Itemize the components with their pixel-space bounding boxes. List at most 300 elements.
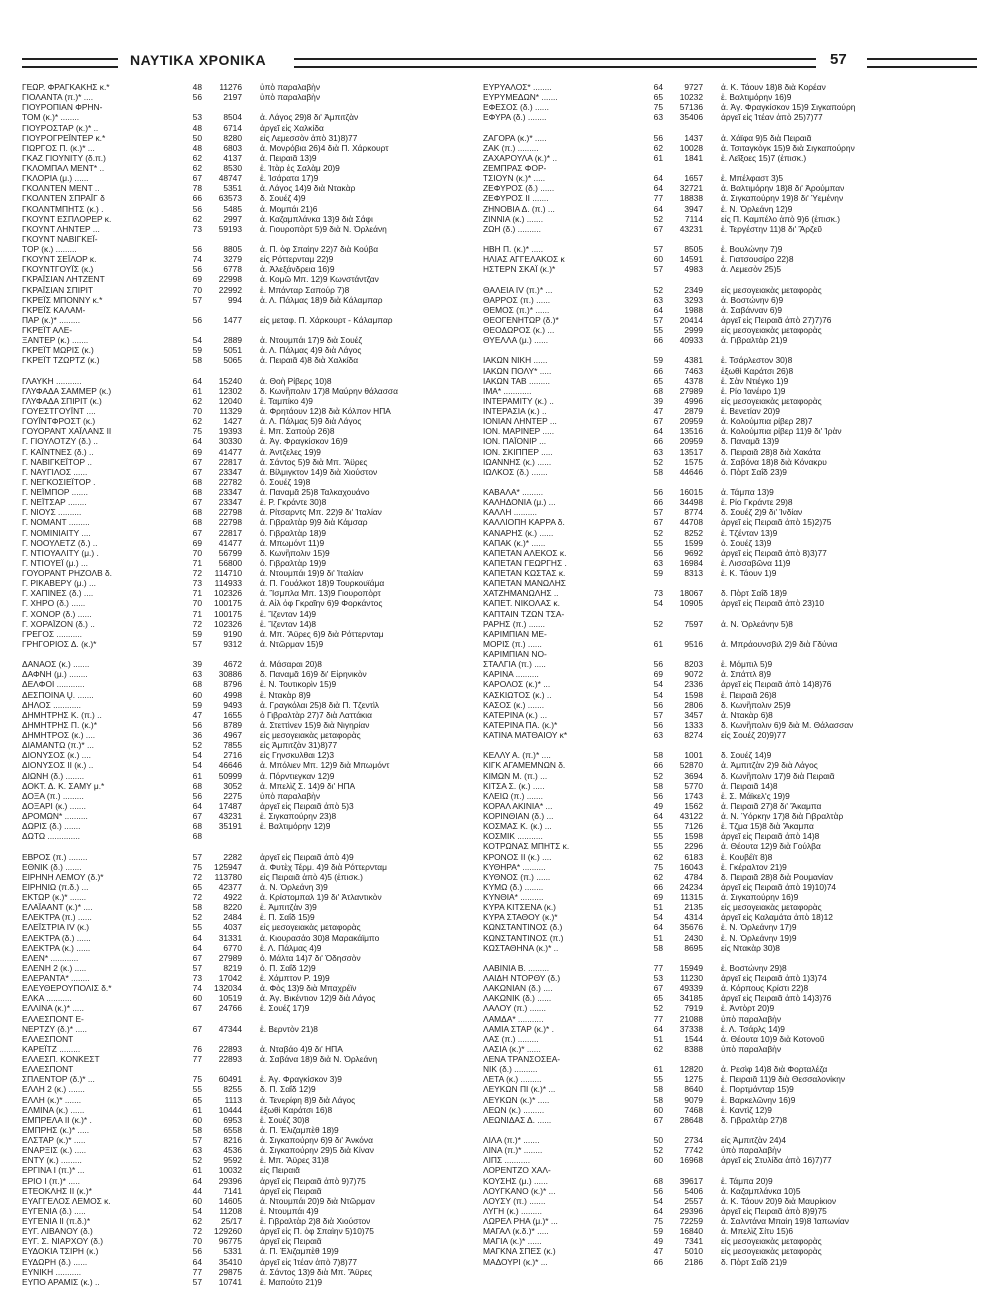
ship-entry — [483, 679, 948, 689]
ship-tonnage: 2282 — [223, 851, 242, 862]
ship-tonnage: 13517 — [679, 446, 703, 457]
ship-entry — [483, 619, 948, 629]
ship-name: ΓΛΥΦΑΔΑ ΣΠΙΡΙΤ (κ.) — [22, 395, 102, 406]
ship-name: ΚΑΠΕΤ. ΝΙΚΟΛΑΣ κ. — [483, 598, 560, 609]
ship-entry — [22, 406, 487, 416]
ship-tonnage: 8388 — [684, 1043, 703, 1054]
ship-built-year: 68 — [192, 517, 202, 528]
ship-position: ἀ. Νταβάο 4)9 δι' ΗΠΑ — [260, 1043, 343, 1054]
ship-name: ΕΥΔΩΡΗ (δ.) ...... — [22, 1256, 88, 1267]
ship-name: ΓΟΥΟΡΑΝΤ ΧΑΪΛΑΝΣ ΙΙ — [22, 426, 112, 437]
ship-name: ΓΚΟΥΝΤ ΛΗΝΤΕΡ ... — [22, 223, 100, 234]
ship-entry — [22, 1226, 487, 1236]
ship-built-year: 70 — [192, 598, 202, 609]
ship-tonnage: 43231 — [218, 811, 242, 821]
ship-name: ΘΑΛΕΙΑ IV (π.)* ... — [483, 284, 553, 295]
ship-name: ΛΙΛΑ (π.)* ....... — [483, 1135, 540, 1145]
ship-built-year: 73 — [192, 578, 202, 589]
ship-entry — [22, 82, 487, 92]
ship-entry — [483, 1135, 948, 1145]
ship-tonnage: 29396 — [679, 1205, 703, 1216]
ship-tonnage: 34185 — [679, 993, 703, 1004]
ship-name: ΚΥΡΑ ΣΤΑΘΟΥ (κ.)* — [483, 912, 558, 923]
ship-position: ἐ. Σουέζ 30)8 — [260, 1114, 310, 1125]
ship-built-year: 54 — [653, 912, 663, 923]
ship-built-year: 63 — [653, 557, 663, 568]
ship-name: ΕΝΤΥ (κ.) ......... — [22, 1155, 82, 1166]
ship-built-year: 53 — [653, 973, 663, 983]
ship-position: ἀ. Ντῶρμαν 15)9 — [260, 638, 324, 649]
ship-name: ΜΑΔΟΥΡΙ (κ.)* ... — [483, 1256, 548, 1267]
ship-position: ἐ. Τζένταν 13)9 — [721, 527, 778, 538]
ship-position: ἐ. Ταμπίκο 4)9 — [260, 395, 313, 406]
ship-name: ΖΕΦΥΡΟΣ ΙΙ ....... — [483, 193, 549, 204]
ship-entry — [483, 578, 948, 588]
ship-entry — [483, 821, 948, 831]
ship-tonnage: 7114 — [684, 213, 703, 224]
ship-name: ΕΛΜΙΝΑ (κ.) ...... — [22, 1104, 85, 1115]
ship-entry — [483, 1115, 948, 1125]
ship-entry — [483, 528, 948, 538]
ship-name: ΓΚΟΥΝΤ ΣΕΪΛΟΡ κ. — [22, 254, 97, 265]
ship-entry — [483, 902, 948, 912]
ship-built-year: 55 — [653, 841, 663, 852]
ship-entry — [22, 507, 487, 517]
ship-name: Γ. ΝΑΒΙΓΚΕΪΤΟΡ .. — [22, 456, 92, 467]
ship-built-year: 52 — [192, 912, 202, 923]
ship-tonnage: 9312 — [223, 638, 242, 649]
ship-name: ΚΑΡΕΪΤΖ ......... — [22, 1043, 81, 1054]
ship-entry — [483, 426, 948, 436]
ship-entry — [22, 477, 487, 487]
ship-built-year: 63 — [653, 294, 663, 305]
ship-position: ἀ. Πειραιᾶ 14)8 — [721, 780, 778, 791]
ship-tonnage: 113780 — [214, 871, 242, 882]
ship-built-year: 54 — [192, 1205, 202, 1216]
ship-built-year: 64 — [192, 1175, 202, 1186]
ship-built-year: 67 — [192, 1003, 202, 1014]
ship-built-year: 69 — [192, 537, 202, 548]
ship-position: ἐ. Βουλώνην 7)9 — [721, 244, 783, 254]
ship-name: ΙΟΝ. ΜΑΡΙΝΕΡ ..... — [483, 426, 555, 437]
ship-entry — [483, 447, 948, 457]
ship-tonnage: 4381 — [684, 355, 703, 366]
ship-name: ΖΑΓΟΡΑ (κ.)* ..... — [483, 132, 547, 143]
ship-built-year: 56 — [653, 487, 663, 497]
ship-position: εἰς μεσογειακὰς μεταφορὰς — [721, 902, 822, 913]
ship-position: ἀ. Λ. Πάλμας 4)9 διὰ Λάγος — [260, 345, 362, 356]
ship-position: εἰς μεσογειακὰς μεταφορὰς — [260, 922, 361, 933]
ship-tonnage: 23347 — [218, 487, 242, 497]
ship-entry — [22, 538, 487, 548]
ship-position: ἐ. Ν. Ὀρλεάνην 17)9 — [721, 922, 797, 933]
ship-entry — [22, 1084, 487, 1094]
ship-position: ἀ. Μπελὶζ Σίτυ 15)6 — [721, 1226, 794, 1237]
ship-tonnage: 1655 — [223, 709, 242, 720]
ship-built-year: 57 — [653, 244, 663, 254]
ship-built-year: 65 — [653, 993, 663, 1004]
ship-position: ἐ. Ν. Τουτικορὶν 15)9 — [260, 679, 337, 690]
ship-name: ΕΥΓ. ΛΙΒΑΝΟΥ (δ.) — [22, 1226, 93, 1237]
ship-position: ἀ. Βαλτιμόρην 18)8 δι' Ἀρούμπαν — [721, 183, 845, 194]
ship-tonnage: 4922 — [223, 892, 242, 902]
ship-entry — [483, 892, 948, 902]
ship-tonnage: 2999 — [684, 325, 703, 335]
ship-position: εἰς μεσογειακὰς μεταφορὰς — [721, 1236, 822, 1247]
ship-built-year: 77 — [653, 962, 663, 973]
ship-entry — [22, 1186, 487, 1196]
ship-tonnage: 4998 — [223, 689, 242, 700]
ship-name: ΚΩΝΣΤΑΝΤΙΝΟΣ (δ.) — [483, 922, 563, 933]
ship-entry — [483, 811, 948, 821]
ship-position: εἰς μεσογειακὰς μεταφορὰς — [260, 730, 361, 740]
ship-entry — [483, 1064, 948, 1074]
ship-name: ΚΩΣΤΑΘΗΝΑ (κ.)* .. — [483, 942, 559, 953]
ship-built-year: 60 — [192, 1114, 202, 1125]
left-column — [22, 82, 487, 1287]
ship-built-year: 58 — [653, 466, 663, 477]
ship-entry — [22, 396, 487, 406]
ship-name: ΓΡΗΓΟΡΙΟΣ Δ. (κ.)* — [22, 638, 97, 649]
ship-position: δ. Κωνἢπολιν 17)8 Μαύρην θάλασσα — [260, 385, 398, 396]
ship-position: ἐ. Ἀμπιτζὰν 3)9 — [260, 902, 317, 913]
ship-entry — [483, 396, 948, 406]
ship-entry — [22, 690, 487, 700]
ship-entry — [483, 639, 948, 649]
ship-name: ΚΟΣΜΑΣ Κ. (κ.) ... — [483, 821, 552, 832]
ship-entry — [22, 234, 487, 244]
ship-tonnage: 27989 — [679, 385, 703, 396]
ship-name: ΓΚΟΛΝΤΕΝ ΣΠΡΑΪΓ δ — [22, 193, 105, 204]
ship-position: ἀ. Φυτὲχ Τέρμ. 4)9 διὰ Ρόττερνταμ — [260, 861, 387, 872]
ship-entry — [22, 953, 487, 963]
ship-tonnage: 44708 — [679, 517, 703, 528]
ship-entry — [483, 163, 948, 173]
ship-tonnage: 15949 — [679, 962, 703, 973]
ship-name: ΓΚΟΥΝΤ ΝΑΒΙΓΚΕΪ- — [22, 233, 98, 244]
ship-tonnage: 5770 — [684, 780, 703, 791]
ship-tonnage: 8695 — [684, 942, 703, 953]
ship-entry — [22, 1034, 487, 1044]
ship-name: ΚΥΡΑ ΚΙΤΣΕΝΑ (κ.) — [483, 902, 556, 913]
ship-built-year: 66 — [653, 365, 663, 376]
ship-entry — [483, 629, 948, 639]
ship-tonnage: 30330 — [218, 436, 242, 447]
ship-name: ΓΙΟΛΑΝΤΑ (π.)* .... — [22, 92, 94, 103]
ship-entry — [483, 1236, 948, 1246]
ship-tonnage: 1333 — [684, 719, 703, 730]
ship-name: ΚΡΟΝΟΣ ΙΙ (κ.) .... — [483, 851, 552, 862]
ship-entry — [22, 568, 487, 578]
ship-position: ὁ. Σουέζ 19)8 — [260, 476, 311, 487]
ship-name: ΕΤΕΟΚΛΗΣ ΙΙ (κ.)* — [22, 1185, 92, 1196]
ship-name: ΕΙΡΗΝΗ ΛΕΜΟΥ (δ.)* — [22, 871, 104, 882]
ship-tonnage: 44646 — [679, 466, 703, 477]
ship-position: ὑπὸ παραλαβὴν — [260, 790, 321, 801]
ship-built-year: 60 — [192, 1195, 202, 1206]
ship-entry — [22, 598, 487, 608]
ship-entry — [483, 1196, 948, 1206]
ship-entry — [22, 305, 487, 315]
ship-built-year: 72 — [192, 892, 202, 902]
ship-position: ἐ. Βερντὸν 21)8 — [260, 1023, 318, 1034]
ship-name: ΘΕΟΓΕΝΗΤΩΡ (δ.)* — [483, 314, 559, 325]
ship-tonnage: 10741 — [218, 1276, 242, 1287]
ship-tonnage: 1437 — [684, 132, 703, 143]
ship-tonnage: 22992 — [218, 284, 242, 295]
ship-entry — [483, 133, 948, 143]
ship-tonnage: 8774 — [684, 507, 703, 518]
ship-entry — [22, 720, 487, 730]
ship-entry — [22, 791, 487, 801]
ship-name: ΚΛΕΙΩ (π.) ....... — [483, 790, 543, 801]
ship-entry — [483, 92, 948, 102]
ship-position: δ. Κωνἢπολιν 15)9 — [260, 547, 330, 558]
ship-built-year: 52 — [653, 1145, 663, 1156]
ship-name: ΓΕΩΡ. ΦΡΑΓΚΑΚΗΣ κ.* — [22, 82, 110, 92]
ship-entry — [22, 153, 487, 163]
ship-built-year: 72 — [192, 871, 202, 882]
ship-built-year: 54 — [653, 689, 663, 700]
ship-position: ἐ. Μπ. Σαπούρ 26)8 — [260, 426, 335, 437]
ship-name: ΚΕΛΛΥ Α. (π.)* .... — [483, 750, 551, 761]
ship-built-year: 56 — [653, 659, 663, 670]
ship-position: ἐ. Ἴζενταν 14)9 — [260, 608, 317, 619]
ship-position: ἐ. Μπάνταρ Σαπούρ 7)8 — [260, 284, 350, 295]
ship-tonnage: 4137 — [223, 152, 242, 163]
ship-name: ΚΟΡΙΝΘΙΑΝ (δ.) ... — [483, 811, 554, 821]
ship-entry — [22, 528, 487, 538]
ship-built-year: 66 — [653, 436, 663, 447]
ship-built-year: 58 — [653, 1084, 663, 1095]
ship-position: ἀ. Πόρντιεγκαν 12)9 — [260, 770, 335, 781]
ship-tonnage: 8505 — [684, 244, 703, 254]
ship-position: ἐ. Ντακὰρ 8)9 — [260, 689, 311, 700]
ship-tonnage: 4996 — [684, 395, 703, 406]
ship-built-year: 52 — [653, 284, 663, 295]
ship-tonnage: 5406 — [684, 1185, 703, 1196]
ship-position: ἀ. Στεττὶνεν 15)9 διὰ Νιγηρίαν — [260, 719, 370, 730]
ship-entry — [483, 872, 948, 882]
ship-built-year: 57 — [653, 314, 663, 325]
ship-entry — [483, 1014, 948, 1024]
ship-tonnage: 7597 — [684, 618, 703, 629]
ship-name: ΛΙΠΣ ........... — [483, 1155, 531, 1166]
ship-position: δ. Πὸρτ Σαΐδ 21)9 — [721, 1256, 787, 1267]
ship-built-year: 60 — [653, 1155, 663, 1166]
ship-name: ΓΚΛΟΜΠΑΛ ΜΕΝΤ* .. — [22, 163, 105, 173]
ship-position: ἐ. Χάμπτον Ρ. 19)9 — [260, 973, 330, 983]
ship-tonnage: 35410 — [218, 1256, 242, 1267]
ship-name: ΓΛΥΦΑΔΑ ΣΑΜΜΕΡ (κ.) — [22, 385, 112, 396]
ship-position: ἐ. Ἀντὸρτ 20)9 — [721, 1003, 775, 1014]
ship-built-year: 64 — [192, 942, 202, 953]
ship-built-year: 56 — [653, 547, 663, 558]
ship-position: ἀ. Τενερίφη 8)9 διὰ Λάγος — [260, 1094, 356, 1105]
ship-entry — [483, 760, 948, 770]
ship-tonnage: 9692 — [684, 547, 703, 558]
ship-built-year: 51 — [653, 932, 663, 943]
ship-name: ΚΑΛΛΙΟΠΗ ΚΑΡΡΑ δ. — [483, 517, 565, 528]
ship-name: ΙΩΑΝΝΗΣ (κ.) ...... — [483, 456, 552, 467]
ship-entry — [483, 416, 948, 426]
ship-position: ἀ. Σαλντάνα Μπαὶη 19)8 Ἰαπωνίαν — [721, 1216, 849, 1226]
ship-tonnage: 3457 — [684, 709, 703, 720]
ship-position: ἀ. Κολούμπια ρίβερ 11)9 δι' Ἰρὰν — [721, 426, 842, 437]
ship-name: ΕΚΤΩΡ (κ.)* ....... — [22, 892, 87, 902]
ship-built-year: 47 — [192, 709, 202, 720]
ship-position: ἀργεῖ εἰς Ἰτέαν ἀπὸ 25)7)77 — [721, 112, 823, 123]
ship-name: ΕΒΡΟΣ (π.) ........ — [22, 851, 88, 862]
ship-name: ΕΝΑΡΞΙΣ (κ.) ..... — [22, 1145, 87, 1156]
ship-built-year: 68 — [653, 1175, 663, 1186]
ship-position: ἐ. Ρ. Γκράντε 30)8 — [260, 497, 327, 508]
ship-entry — [22, 193, 487, 203]
ship-name: ΕΡΙΟ Ι (π.)* ..... — [22, 1175, 80, 1186]
ship-position: ἀ. Ν. Ὑόρκην 17)8 διὰ Γιβραλτὰρ — [721, 811, 844, 821]
ship-position: ἀ. Βίλμιγκτον 14)9 διὰ Χιούστον — [260, 466, 378, 477]
ship-built-year: 67 — [192, 811, 202, 821]
ship-built-year: 58 — [653, 1094, 663, 1105]
ship-name: ΚΑΣΟΣ (κ.) ....... — [483, 699, 545, 710]
ship-built-year: 61 — [192, 385, 202, 396]
ship-position: ἀ. Π. Ἐλιζαμπὲθ 18)9 — [260, 1124, 339, 1135]
section-gap — [483, 477, 948, 487]
ship-tonnage: 8274 — [684, 730, 703, 740]
ship-tonnage: 24234 — [679, 881, 703, 892]
ship-name: ΓΟΥΟΡΑΝΤ ΡΗΖΟΛΒ δ. — [22, 568, 112, 578]
ship-position: ἐ. Λεῖξοες 15)7 (ἐπισκ.) — [721, 152, 807, 163]
ship-built-year: 64 — [653, 82, 663, 92]
ship-name: ΓΚΟΛΝΤΜΠΗΤΣ (κ.) . — [22, 203, 104, 214]
ship-tonnage: 5331 — [223, 1246, 242, 1257]
ship-built-year: 49 — [653, 800, 663, 811]
ship-position: ἀ. Κιουρασάο 30)8 Μαρακάϊμπο — [260, 932, 380, 943]
ship-built-year: 75 — [192, 1074, 202, 1085]
ship-name: ΓΟΥΪΝΤΦΡΟΣΤ (κ.) — [22, 416, 96, 427]
ship-built-year: 62 — [192, 395, 202, 406]
ship-name: ΛΟΥΣΥ (π.) ....... — [483, 1195, 546, 1206]
ship-tonnage: 25/17 — [221, 1216, 242, 1226]
ship-built-year: 77 — [192, 1054, 202, 1064]
ship-name: ΚΑΠΕΤΑΝ ΓΕΩΡΓΗΣ . — [483, 557, 567, 568]
ship-entry — [483, 852, 948, 862]
ship-built-year: 61 — [192, 770, 202, 781]
ship-position: ἀ. Καζαμπλάνκα 10)5 — [721, 1185, 801, 1196]
ship-position: ἀργεῖ εἰς Πειραιᾶ ἀπὸ 14)8)76 — [721, 679, 832, 690]
ship-position: ἐ. Τζμα 15)8 διὰ Ἄκαμπα — [721, 821, 814, 832]
ship-name: ΚΑΠΤΑΙΝ ΤΖΩΝ ΤΣΑ- — [483, 608, 565, 619]
ship-tonnage: 29396 — [218, 1175, 242, 1186]
ship-position: ἀ. Μπ. Ἄϋρες 6)9 διὰ Ρόττερνταμ — [260, 628, 384, 639]
ship-position: ἐ. Π. Σαΐδ 15)9 — [260, 912, 315, 923]
ship-name: ΕΦΕΣΟΣ (δ.) ...... — [483, 102, 549, 113]
ship-position: ἐ. Τάμπα 20)9 — [721, 1175, 773, 1186]
ship-entry — [22, 619, 487, 629]
ship-built-year: 44 — [192, 1185, 202, 1196]
ship-name: ΗΛΙΑΣ ΑΓΓΕΛΑΚΟΣ κ — [483, 254, 565, 265]
ship-tonnage: 8220 — [223, 902, 242, 913]
ship-name: ΕΛΛΕΣΠ. ΚΟΝΚΕΣΤ — [22, 1054, 100, 1064]
ship-entry — [483, 720, 948, 730]
ship-name: ΚΑΡΙΜΠΙΑΝ ΝΟ- — [483, 649, 547, 659]
ship-tonnage: 994 — [228, 294, 242, 305]
ship-built-year: 78 — [192, 183, 202, 194]
ship-name: ΕΜΠΡΗΣ (κ.)* ..... — [22, 1124, 90, 1135]
ship-tonnage: 102326 — [214, 618, 242, 629]
ship-tonnage: 102326 — [214, 588, 242, 599]
ship-position: δ. Παναμᾶ 16)9 δι' Εἰρηνικὸν — [260, 669, 367, 680]
ship-position: ὁ. Σουέζ 13)9 — [721, 537, 772, 548]
ship-position: ἐ. Μπέλφαστ 3)5 — [721, 173, 784, 184]
ship-position: εἰς μεταφ. Π. Χάρκουρτ - Κάλαμπαρ — [260, 314, 393, 325]
ship-tonnage: 40933 — [679, 335, 703, 346]
ship-tonnage: 23347 — [218, 497, 242, 508]
ship-tonnage: 22782 — [218, 476, 242, 487]
ship-tonnage: 34498 — [679, 497, 703, 508]
ship-entry — [483, 1165, 948, 1175]
ship-tonnage: 1544 — [684, 1033, 703, 1044]
ship-built-year: 71 — [192, 557, 202, 568]
ship-tonnage: 30886 — [218, 669, 242, 680]
ship-entry — [483, 659, 948, 669]
ship-position: ἀ. Κρίστομπαλ 1)9 δι' Ἀτλαντικὸν — [260, 892, 382, 902]
ship-entry — [483, 264, 948, 274]
ship-tonnage: 8252 — [684, 527, 703, 538]
ship-entry — [483, 750, 948, 760]
ship-tonnage: 7463 — [684, 365, 703, 376]
ship-entry — [22, 558, 487, 568]
ship-built-year: 56 — [653, 790, 663, 801]
ship-position: εἰς μεσογειακὰς μεταφορὰς — [721, 1246, 822, 1257]
ship-position: ἐ. Γιατσουσίρο 22)8 — [721, 254, 794, 265]
ship-entry — [22, 922, 487, 932]
ship-name: ΔΕΛΦΟΙ ............ — [22, 679, 85, 690]
ship-built-year: 64 — [192, 375, 202, 386]
ship-built-year: 67 — [653, 983, 663, 994]
ship-name: ΚΑΠΑΚ (κ.)* ...... — [483, 537, 546, 548]
ship-built-year: 74 — [192, 254, 202, 265]
ship-entry — [483, 376, 948, 386]
ship-name: ΛΟΡΕΝΤΖΟ ΧΑΛ- — [483, 1165, 551, 1176]
ship-name: ΙΑΚΩΝ ΝΙΚΗ ...... — [483, 355, 548, 366]
ship-position: δ. Γιβραλτὰρ 27)8 — [721, 1114, 788, 1125]
ship-position: ἐ. Βαρκελῶνην 16)9 — [721, 1094, 796, 1105]
ship-tonnage: 56799 — [218, 547, 242, 558]
ship-tonnage: 114933 — [214, 578, 242, 589]
ship-tonnage: 16015 — [679, 487, 703, 497]
ship-entry — [22, 143, 487, 153]
ship-built-year: 60 — [653, 254, 663, 265]
ship-position: ἀργεῖ εἰς Πειραιᾶ ἀπὸ 8)9)75 — [721, 1205, 827, 1216]
ship-entry — [483, 82, 948, 92]
ship-built-year: 68 — [192, 476, 202, 487]
ship-built-year: 56 — [192, 790, 202, 801]
ship-tonnage: 5485 — [223, 203, 242, 214]
ship-name: ΓΙΩΡΓΟΣ Π. (κ.)* ... — [22, 142, 95, 153]
ship-entry — [22, 436, 487, 446]
ship-tonnage: 31331 — [218, 932, 242, 943]
ship-entry — [22, 325, 487, 335]
ship-entry — [22, 335, 487, 345]
ship-name: ΓΚΡΕΪΤ ΑΛΕ- — [22, 325, 73, 335]
ship-name: ΜΑΓΚΝΑ ΣΠΕΣ (κ.) — [483, 1246, 556, 1257]
ship-tonnage: 35406 — [679, 112, 703, 123]
ship-position: ἐ. Μαπούτο 21)9 — [260, 1276, 323, 1287]
ship-name: ΣΠΛΕΝΤΟΡ (δ.)* ... — [22, 1074, 95, 1085]
ship-tonnage: 27989 — [218, 952, 242, 963]
ship-tonnage: 22893 — [218, 1054, 242, 1064]
